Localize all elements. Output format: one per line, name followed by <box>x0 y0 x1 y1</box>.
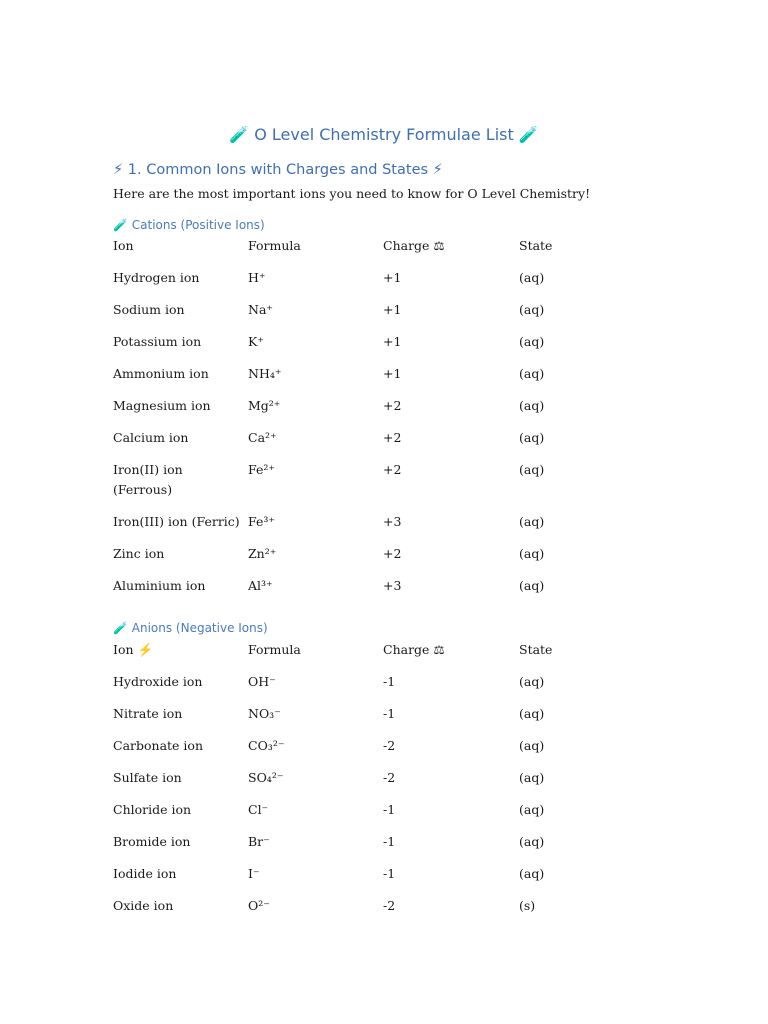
column-header-state: State <box>519 642 553 657</box>
cell-ion: Carbonate ion <box>113 738 203 753</box>
cell-formula: NH₄⁺ <box>248 366 282 381</box>
cell-ion: Iodide ion <box>113 866 177 881</box>
cell-formula: Fe²⁺ <box>248 462 275 477</box>
table-row <box>113 832 619 864</box>
cell-ion: Calcium ion <box>113 430 189 445</box>
cell-state: (aq) <box>519 578 545 593</box>
cell-state: (aq) <box>519 430 545 445</box>
cell-charge: +1 <box>383 270 402 285</box>
table-header-row <box>113 236 619 268</box>
cell-ion: Ammonium ion <box>113 366 209 381</box>
cell-formula: NO₃⁻ <box>248 706 281 721</box>
table-row <box>113 364 619 396</box>
section-heading: ⚡ 1. Common Ions with Charges and States ⚡ <box>113 162 443 178</box>
cell-ion: Sulfate ion <box>113 770 182 785</box>
cell-state: (aq) <box>519 514 545 529</box>
cell-state: (aq) <box>519 770 545 785</box>
cell-formula: Zn²⁺ <box>248 546 277 561</box>
table-row <box>113 672 619 704</box>
cell-ion: Zinc ion <box>113 546 165 561</box>
cell-ion: Hydrogen ion <box>113 270 200 285</box>
cell-formula: Ca²⁺ <box>248 430 277 445</box>
cell-formula: SO₄²⁻ <box>248 770 284 785</box>
cell-charge: +1 <box>383 366 402 381</box>
cell-charge: -1 <box>383 674 396 689</box>
table-row <box>113 396 619 428</box>
column-header-state: State <box>519 238 553 253</box>
cell-formula: I⁻ <box>248 866 260 881</box>
table-row <box>113 512 619 544</box>
cell-ion: Iron(III) ion (Ferric) <box>113 514 240 529</box>
table-header-row <box>113 640 619 672</box>
table-row <box>113 544 619 576</box>
cell-charge: -1 <box>383 866 396 881</box>
column-header-ion: Ion <box>113 238 134 253</box>
cell-charge: -2 <box>383 770 396 785</box>
table-row <box>113 332 619 364</box>
cell-state: (aq) <box>519 706 545 721</box>
anions-heading: 🧪 Anions (Negative Ions) <box>113 621 268 635</box>
cell-state: (aq) <box>519 462 545 477</box>
cell-formula: Br⁻ <box>248 834 270 849</box>
cell-ion: Sodium ion <box>113 302 185 317</box>
cell-state: (aq) <box>519 738 545 753</box>
cations-heading: 🧪 Cations (Positive Ions) <box>113 218 265 232</box>
table-row <box>113 736 619 768</box>
cell-charge: +1 <box>383 334 402 349</box>
cell-ion: Bromide ion <box>113 834 191 849</box>
cell-formula: OH⁻ <box>248 674 276 689</box>
cell-ion: Nitrate ion <box>113 706 183 721</box>
cell-state: (aq) <box>519 834 545 849</box>
cell-ion: Iron(II) ion (Ferrous) <box>113 462 183 497</box>
cell-charge: -1 <box>383 706 396 721</box>
cell-ion: Chloride ion <box>113 802 192 817</box>
cations-table <box>113 236 619 608</box>
cell-formula: H⁺ <box>248 270 266 285</box>
cell-state: (aq) <box>519 334 545 349</box>
cell-charge: -2 <box>383 898 396 913</box>
cell-formula: CO₃²⁻ <box>248 738 285 753</box>
cell-charge: +3 <box>383 514 402 529</box>
cell-formula: O²⁻ <box>248 898 270 913</box>
cell-ion: Potassium ion <box>113 334 202 349</box>
table-row <box>113 896 619 928</box>
cell-state: (s) <box>519 898 536 913</box>
cell-formula: Cl⁻ <box>248 802 269 817</box>
cell-formula: Mg²⁺ <box>248 398 281 413</box>
cell-charge: -2 <box>383 738 396 753</box>
cell-state: (aq) <box>519 866 545 881</box>
cell-charge: +2 <box>383 398 402 413</box>
cell-charge: +3 <box>383 578 402 593</box>
cell-state: (aq) <box>519 302 545 317</box>
anions-table <box>113 640 619 928</box>
cell-formula: Fe³⁺ <box>248 514 275 529</box>
intro-paragraph: Here are the most important ions you need to know for O Level Chemistry! <box>113 186 591 201</box>
cell-charge: +2 <box>383 462 402 477</box>
cell-charge: +2 <box>383 546 402 561</box>
cell-charge: -1 <box>383 802 396 817</box>
table-row <box>113 768 619 800</box>
cell-state: (aq) <box>519 270 545 285</box>
cell-ion: Magnesium ion <box>113 398 211 413</box>
column-header-charge: Charge ⚖ <box>383 642 445 657</box>
table-row <box>113 576 619 608</box>
column-header-charge: Charge ⚖ <box>383 238 445 253</box>
cell-formula: K⁺ <box>248 334 264 349</box>
cell-ion: Hydroxide ion <box>113 674 203 689</box>
cell-charge: -1 <box>383 834 396 849</box>
table-row <box>113 300 619 332</box>
document-title: 🧪 O Level Chemistry Formulae List 🧪 <box>229 125 539 144</box>
table-row <box>113 460 619 512</box>
table-row <box>113 704 619 736</box>
cell-charge: +1 <box>383 302 402 317</box>
column-header-formula: Formula <box>248 642 301 657</box>
table-row <box>113 864 619 896</box>
cell-state: (aq) <box>519 674 545 689</box>
cell-formula: Na⁺ <box>248 302 273 317</box>
cell-state: (aq) <box>519 802 545 817</box>
cell-state: (aq) <box>519 366 545 381</box>
table-row <box>113 800 619 832</box>
cell-state: (aq) <box>519 398 545 413</box>
cell-charge: +2 <box>383 430 402 445</box>
cell-formula: Al³⁺ <box>248 578 273 593</box>
column-header-formula: Formula <box>248 238 301 253</box>
cell-ion: Oxide ion <box>113 898 174 913</box>
table-row <box>113 428 619 460</box>
column-header-ion: Ion ⚡ <box>113 642 154 657</box>
cell-ion: Aluminium ion <box>113 578 206 593</box>
table-row <box>113 268 619 300</box>
cell-state: (aq) <box>519 546 545 561</box>
